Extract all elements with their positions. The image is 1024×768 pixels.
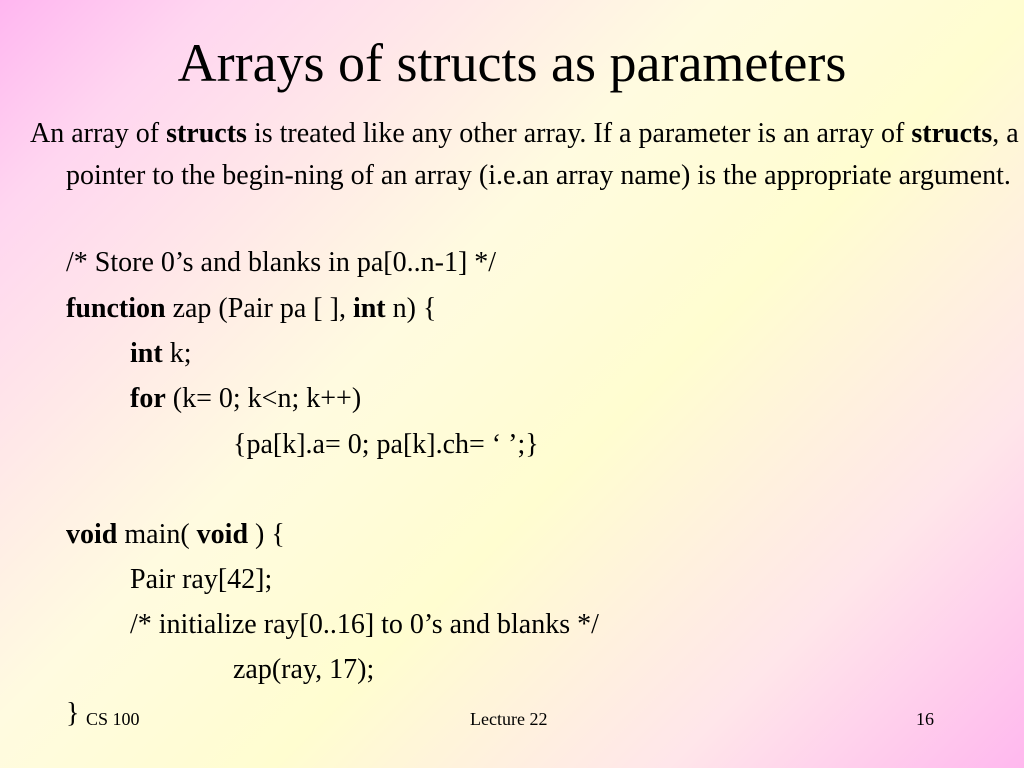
code-comment-initialize: /* initialize ray[0..16] to 0’s and blanks */ [130, 609, 599, 640]
paragraph-text-1: An array of [30, 118, 167, 149]
main-end: ) { [248, 519, 285, 550]
code-function-signature [66, 291, 436, 327]
signature-part-b: n) { [385, 293, 437, 324]
paragraph-bold-structs-1: structs [166, 118, 247, 149]
slide-title: Arrays of structs as parameters [177, 33, 847, 93]
main-name: main( [117, 519, 197, 550]
footer-page-number: 16 [916, 709, 934, 729]
keyword-void-return: void [66, 519, 118, 550]
keyword-int: int [352, 293, 386, 324]
code-comment-store: /* Store 0’s and blanks in pa[0..n-1] */ [66, 247, 497, 278]
footer-lecture: Lecture 22 [470, 709, 548, 729]
intro-paragraph [30, 113, 1024, 196]
declaration-rest: k; [162, 338, 192, 369]
code-main-signature [66, 517, 285, 553]
keyword-void-param: void [196, 519, 249, 550]
paragraph-text-2: is treated like any other array. If a parameter is an array of [246, 118, 912, 149]
keyword-int-decl: int [130, 338, 163, 369]
code-zap-call: zap(ray, 17); [233, 654, 375, 685]
for-header: (k= 0; k<n; k++) [165, 383, 362, 414]
signature-part-a: zap (Pair pa [ ], [165, 293, 353, 324]
footer-course: CS 100 [86, 709, 140, 729]
code-pair-declaration: Pair ray[42]; [130, 564, 273, 595]
code-for-body: {pa[k].a= 0; pa[k].ch= ‘ ’;} [233, 429, 539, 460]
paragraph-bold-structs-2: structs [911, 118, 993, 149]
code-int-declaration [130, 336, 191, 372]
code-closing-brace: } [66, 698, 80, 729]
keyword-function: function [66, 293, 166, 324]
keyword-for: for [130, 383, 166, 414]
paragraph-text-3: , a pointer to the begin-ning of an array (i.e.an array name) is the appropriate argument. [66, 118, 1019, 191]
code-for-loop [130, 381, 361, 417]
